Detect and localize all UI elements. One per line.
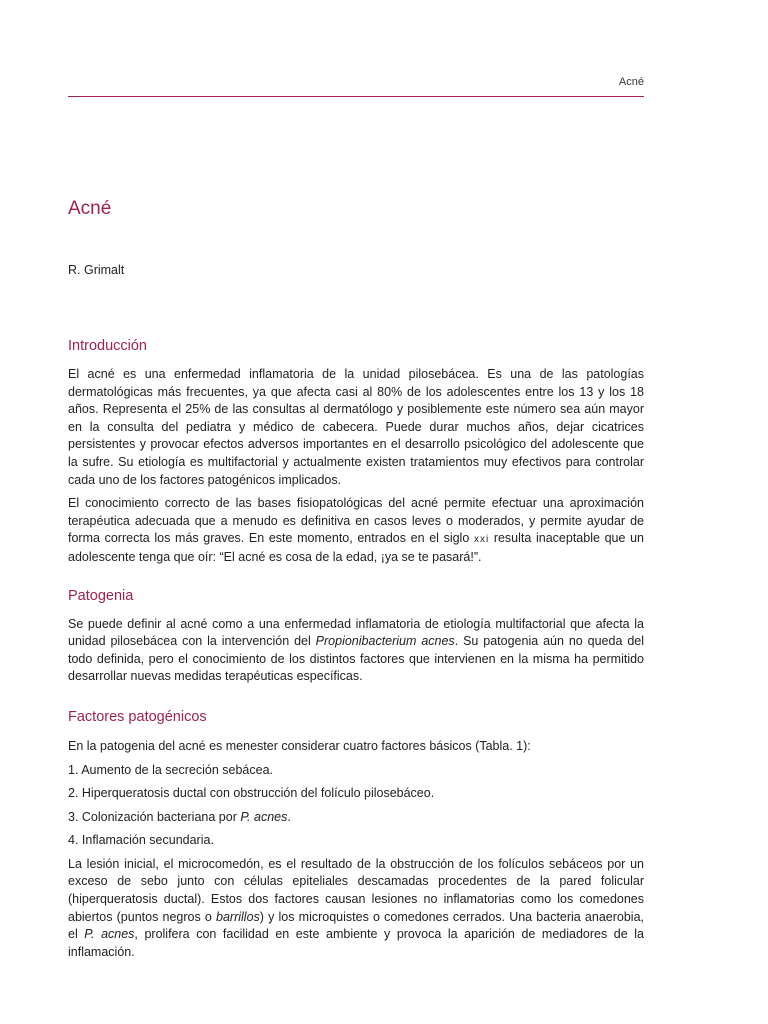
paragraph-intro-1: El acné es una enfermedad inflamatoria de la unidad pilosebácea. Es una de las patologías dermatológicas más frecuentes, ya que afecta casi al 80% de los adolescentes entre los 13 y los 18 años. Representa el 25% de las consultas al dermatólogo y posiblemente este número sea aún mayor en la consulta del pediatra y médico de cabecera. Puede durar muchos años, dejar cicatrices persistentes y provocar efectos adversos importantes en el desarrollo psicológico del adolescente que la sufre. Su etiología es multifactorial y actualmente existen tratamientos muy efectivos para controlar cada uno de los factores patogénicos implicados. — [68, 367, 644, 487]
list-item-3-text-a: 3. Colonización bacteriana por — [68, 809, 241, 824]
list-item-3-text-b: . — [287, 809, 291, 824]
lesion-text-a: La lesión inicial, el microcomedón, es el resultado de la obstrucción de los folículos sebáceos por un exceso de sebo junto con células epiteliales descamadas procedentes de la pared folicular (hiperqueratosis ductal). Estos dos factores causan lesiones no inflamatorias como los comedones abiertos (puntos negros o — [68, 856, 644, 924]
list-item-3 — [68, 809, 644, 827]
paragraph-intro-2-text-b: resulta inaceptable que un adolescente tenga que oír: “El acné es cosa de la edad, ¡ya se te pasará!”. — [68, 531, 644, 564]
list-item-4: 4. Inflamación secundaria. — [68, 833, 214, 848]
heading-patogenia: Patogenia — [68, 587, 134, 604]
header-rule — [68, 96, 644, 97]
running-head: Acné — [618, 76, 644, 88]
heading-factores: Factores patogénicos — [68, 708, 207, 725]
author: R. Grimalt — [68, 263, 125, 277]
lesion-text-b: ) y los microquistes o comedones cerrados. Una bacteria anaerobia, el — [68, 909, 644, 942]
paragraph-intro-2 — [68, 495, 644, 566]
paragraph-intro-2-text-a: El conocimiento correcto de las bases fisiopatológicas del acné permite efectuar una aproximación terapéutica adecuada que a menudo es definitiva en casos leves o moderados, y permite ayudar de forma correcta los más graves. En este momento, entrados en el siglo — [68, 496, 644, 546]
article-title: Acné — [68, 198, 112, 219]
lesion-text-c: , prolifera con facilidad en este ambiente y provoca la aparición de mediadores de la inflamación. — [68, 927, 644, 959]
heading-introduccion: Introducción — [68, 338, 147, 354]
list-item-1: 1. Aumento de la secreción sebácea. — [68, 762, 273, 777]
paragraph-factores-lesion — [68, 856, 644, 962]
paragraph-factores-intro: En la patogenia del acné es menester considerar cuatro factores básicos (Tabla. 1): — [68, 738, 531, 753]
paragraph-patogenia-text-a: Se puede definir al acné como a una enfermedad inflamatoria de etiología multifactorial que afecta la unidad pilosebácea con la intervención del — [68, 616, 644, 649]
species-name: Propionibacterium acnes — [315, 634, 455, 649]
list-item-2: 2. Hiperqueratosis ductal con obstrucción del folículo pilosebáceo. — [68, 786, 435, 801]
paragraph-patogenia — [68, 616, 644, 686]
paragraph-patogenia-text-b: . Su patogenia aún no queda del todo definida, pero el conocimiento de los distintos factores que intervienen en la misma ha permitido desarrollar nuevas medidas terapéuticas específicas. — [68, 634, 645, 684]
article-body — [68, 336, 644, 961]
lesion-em-barrillos: barrillos — [216, 909, 260, 924]
lesion-em-species: P. acnes — [84, 927, 135, 942]
century-smallcaps: xxi — [473, 534, 490, 546]
list-item-3-species: P. acnes — [240, 809, 288, 824]
